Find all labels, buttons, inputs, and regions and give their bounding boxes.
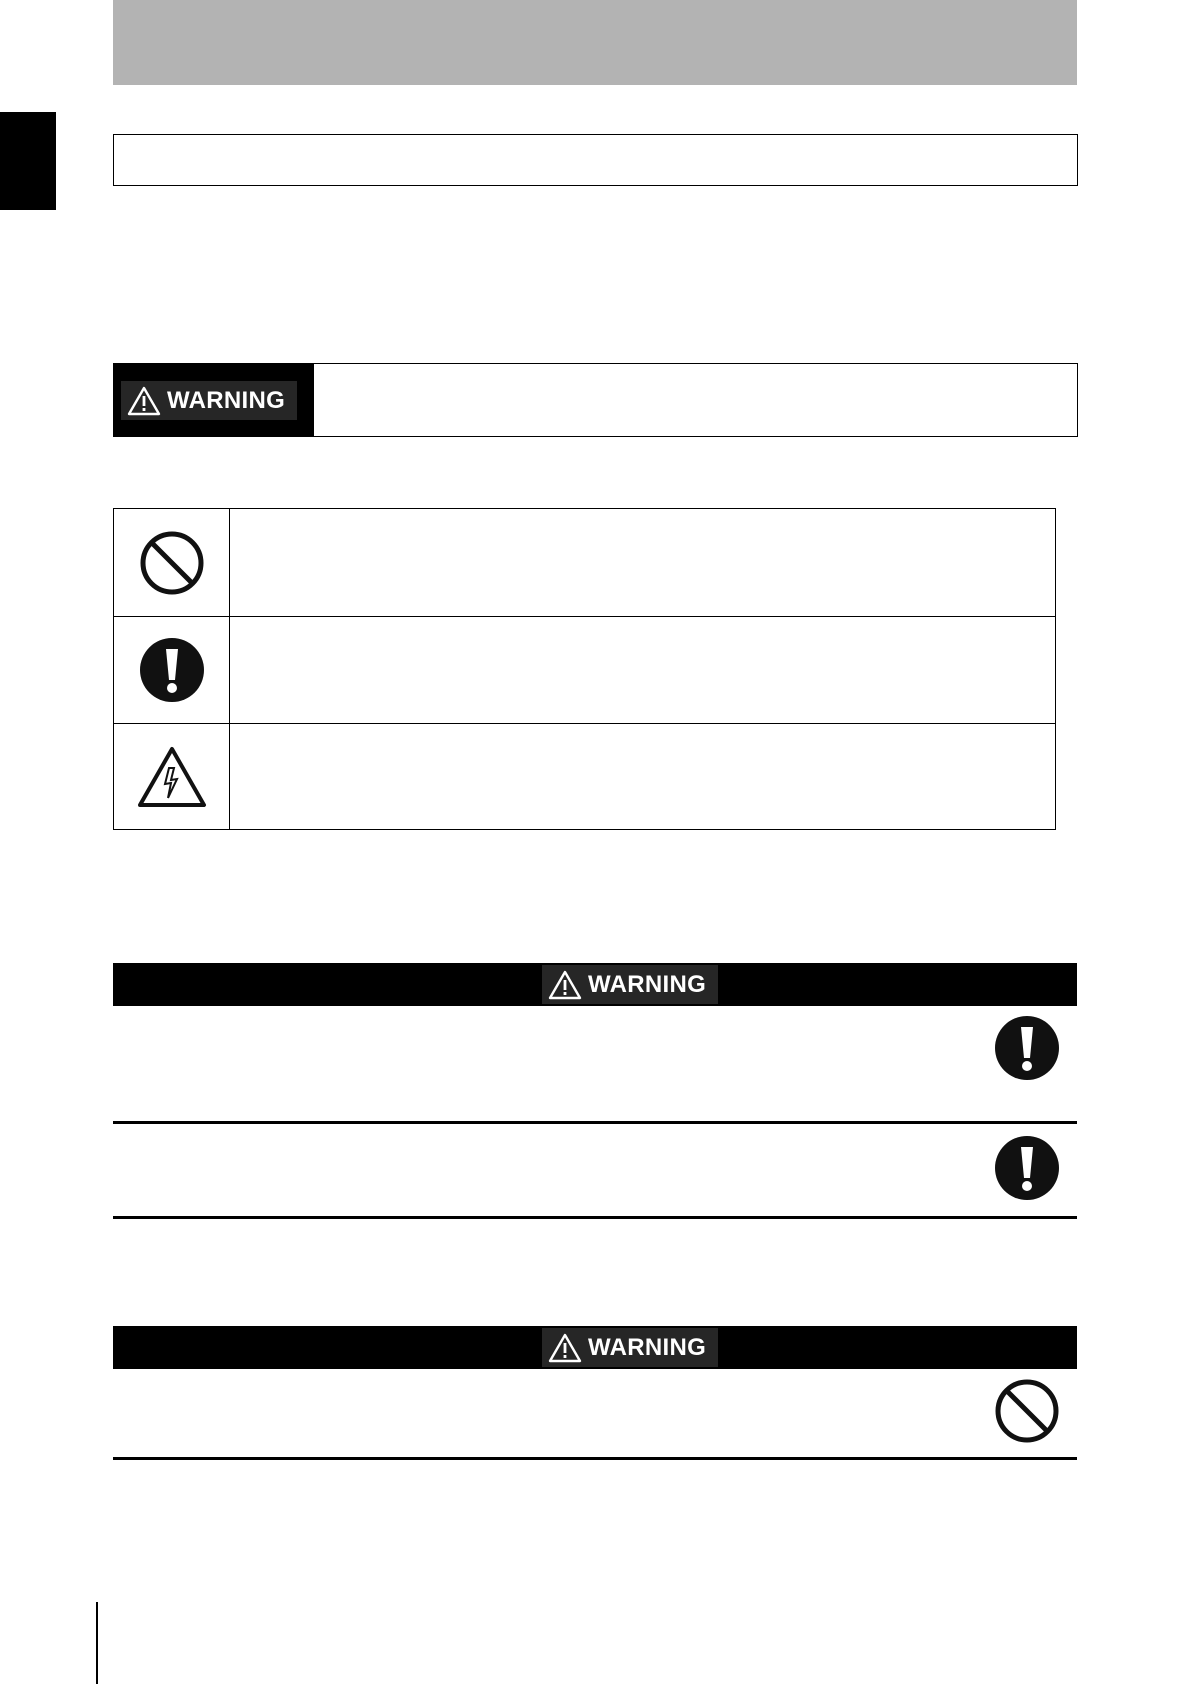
warning-triangle-icon xyxy=(548,1333,582,1363)
header-band xyxy=(113,0,1077,85)
symbol-description xyxy=(230,509,1055,616)
symbol-row xyxy=(114,616,1055,724)
section-title-box xyxy=(113,134,1078,186)
warning-badge xyxy=(542,965,718,1004)
section-end-rule xyxy=(113,1457,1077,1460)
symbol-table xyxy=(113,508,1056,830)
warning-triangle-icon xyxy=(548,970,582,1000)
chapter-tab xyxy=(0,112,56,210)
electric-shock-icon xyxy=(137,746,207,808)
signal-word-definition xyxy=(113,363,1078,437)
mandatory-icon xyxy=(139,637,205,703)
warning-badge xyxy=(542,1328,718,1367)
symbol-description xyxy=(230,616,1055,723)
warning-label: WARNING xyxy=(588,1333,707,1361)
prohibited-icon xyxy=(994,1378,1060,1444)
symbol-description xyxy=(230,723,1055,830)
warning-banner xyxy=(113,1326,1077,1369)
warning-triangle-icon xyxy=(127,386,161,416)
prohibited-icon xyxy=(139,530,205,596)
warning-banner xyxy=(113,963,1077,1006)
warning-badge xyxy=(121,381,297,420)
signal-word-panel xyxy=(114,364,314,436)
item-divider xyxy=(113,1121,1077,1124)
margin-rule xyxy=(96,1602,98,1684)
mandatory-icon xyxy=(994,1135,1060,1201)
section-end-rule xyxy=(113,1216,1077,1219)
symbol-row xyxy=(114,723,1055,830)
warning-label: WARNING xyxy=(588,970,707,998)
warning-label: WARNING xyxy=(167,386,286,414)
symbol-row xyxy=(114,509,1055,617)
mandatory-icon xyxy=(994,1015,1060,1081)
